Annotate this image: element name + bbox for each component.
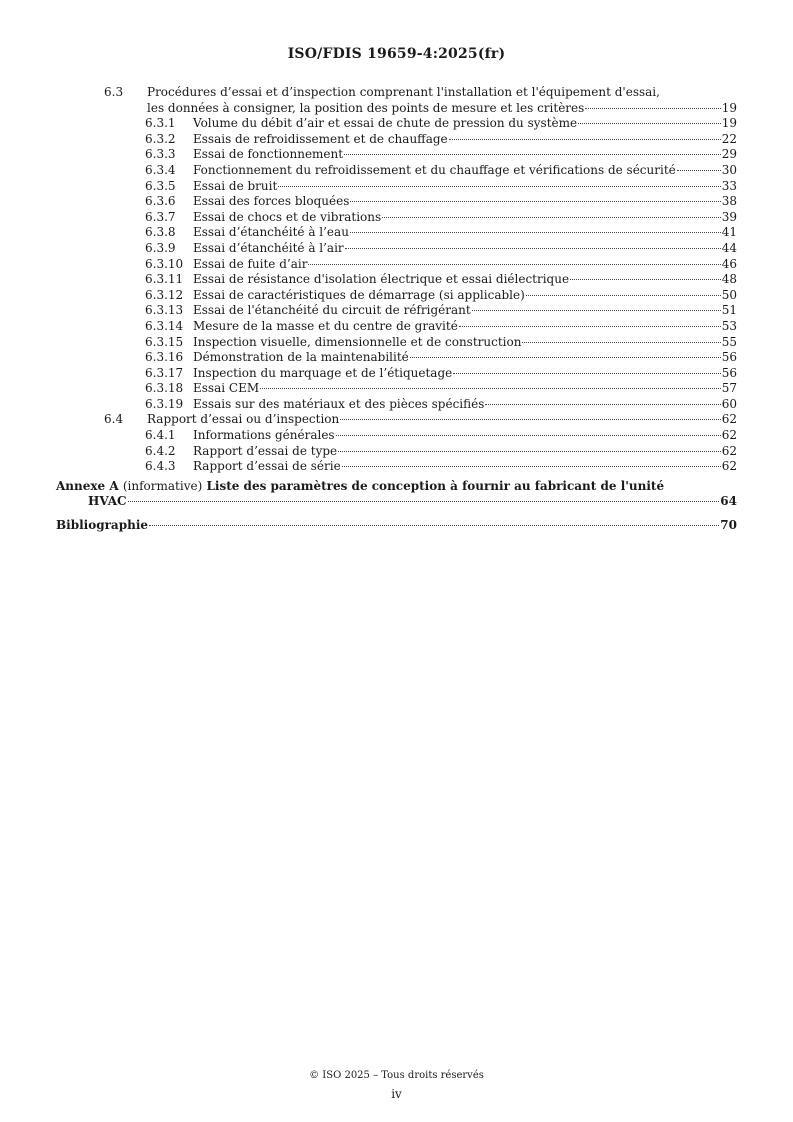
toc-title: Inspection visuelle, dimensionnelle et de construction xyxy=(193,334,522,349)
toc-page: 62 xyxy=(721,443,737,458)
toc-number: 6.3 xyxy=(104,85,124,99)
toc-title: Rapport d’essai de type xyxy=(193,443,338,458)
toc-title: Essai de chocs et de vibrations xyxy=(193,209,382,224)
toc-entry[interactable] xyxy=(0,381,793,397)
toc-page: 50 xyxy=(721,287,737,302)
dot-leader xyxy=(342,466,721,467)
toc-entry[interactable] xyxy=(0,116,793,132)
annexe-label: Annexe A xyxy=(56,478,119,493)
dot-leader xyxy=(149,525,719,526)
toc-page: 62 xyxy=(721,412,737,427)
dot-leader xyxy=(308,264,720,265)
toc-entry[interactable] xyxy=(0,397,793,413)
toc-entry[interactable] xyxy=(0,132,793,148)
toc-title: Essai des forces bloquées xyxy=(193,194,350,209)
toc-entry[interactable] xyxy=(0,210,793,226)
dot-leader xyxy=(526,295,721,296)
toc-number: 6.3.4 xyxy=(145,162,176,177)
toc-entry[interactable] xyxy=(0,319,793,335)
toc-entry[interactable] xyxy=(0,163,793,179)
toc-page: 56 xyxy=(721,350,737,365)
toc-number: 6.4.2 xyxy=(145,443,176,458)
toc-number: 6.3.5 xyxy=(145,178,176,193)
toc-title: Essais de refroidissement et de chauffage xyxy=(193,131,448,146)
toc-page: 53 xyxy=(721,318,737,333)
toc-number: 6.3.8 xyxy=(145,225,176,240)
dot-leader xyxy=(345,248,721,249)
dot-leader xyxy=(449,139,721,140)
toc-page: 55 xyxy=(721,334,737,349)
dot-leader xyxy=(459,326,721,327)
toc-title: Démonstration de la maintenabilité xyxy=(193,350,409,365)
toc-title-line1: Procédures d’essai et d’inspection comprenant l'installation et l'équipement d'essai, xyxy=(147,85,660,99)
toc-number: 6.3.2 xyxy=(145,131,176,146)
dot-leader xyxy=(472,310,721,311)
dot-leader xyxy=(585,108,720,109)
toc-title: Inspection du marquage et de l’étiquetage xyxy=(193,365,453,380)
toc-title: Essai d’étanchéité à l’air xyxy=(193,240,344,255)
toc-title: Rapport d’essai ou d’inspection xyxy=(147,412,340,427)
dot-leader xyxy=(260,388,721,389)
toc-title: Essais sur des matériaux et des pièces spécifiés xyxy=(193,396,485,411)
toc-number: 6.3.19 xyxy=(145,396,184,411)
toc-page: 70 xyxy=(720,518,737,533)
annexe-title-line2: HVAC xyxy=(88,494,127,509)
toc-entry-6-4[interactable] xyxy=(0,412,793,428)
toc-page: 29 xyxy=(721,147,737,162)
toc-page: 57 xyxy=(721,381,737,396)
toc-entry-bibliographie[interactable] xyxy=(0,518,793,534)
toc-entry[interactable] xyxy=(0,272,793,288)
page-number: iv xyxy=(391,1087,402,1101)
toc-entry[interactable] xyxy=(0,241,793,257)
toc-page: 41 xyxy=(721,225,737,240)
toc-page: 19 xyxy=(721,100,737,115)
toc-page: 62 xyxy=(721,428,737,443)
toc-entry-annexe-a-cont[interactable] xyxy=(0,494,793,510)
toc-entry[interactable] xyxy=(0,303,793,319)
toc-entry-annexe-a[interactable] xyxy=(0,479,793,495)
toc-entry[interactable] xyxy=(0,350,793,366)
toc-number: 6.3.14 xyxy=(145,318,184,333)
toc-entry[interactable] xyxy=(0,257,793,273)
dot-leader xyxy=(338,451,721,452)
toc-number: 6.4 xyxy=(104,412,124,427)
toc-entry[interactable] xyxy=(0,225,793,241)
toc-page: 33 xyxy=(721,178,737,193)
toc-entry-6-3-cont[interactable] xyxy=(0,101,793,117)
toc-group-6-3 xyxy=(0,116,793,412)
toc-page: 64 xyxy=(720,494,737,509)
table-of-contents xyxy=(0,85,793,534)
dot-leader xyxy=(350,232,721,233)
toc-title: Mesure de la masse et du centre de gravité xyxy=(193,318,458,333)
toc-title: Informations générales xyxy=(193,428,335,443)
toc-number: 6.3.7 xyxy=(145,209,176,224)
dot-leader xyxy=(410,357,721,358)
dot-leader xyxy=(340,419,720,420)
toc-entry[interactable] xyxy=(0,428,793,444)
toc-number: 6.3.17 xyxy=(145,365,184,380)
toc-entry[interactable] xyxy=(0,335,793,351)
toc-title: Essai de caractéristiques de démarrage (si applicable) xyxy=(193,287,525,302)
toc-number: 6.3.9 xyxy=(145,240,176,255)
toc-title: Fonctionnement du refroidissement et du chauffage et vérifications de sécurité xyxy=(193,162,676,177)
toc-page: 62 xyxy=(721,459,737,474)
toc-page: 38 xyxy=(721,194,737,209)
toc-entry[interactable] xyxy=(0,444,793,460)
toc-page: 46 xyxy=(721,256,737,271)
toc-page: 44 xyxy=(721,240,737,255)
toc-page: 22 xyxy=(721,131,737,146)
toc-title: Bibliographie xyxy=(56,518,149,533)
toc-title: Essai de résistance d'isolation électrique et essai diélectrique xyxy=(193,272,570,287)
dot-leader xyxy=(570,279,721,280)
dot-leader xyxy=(278,186,720,187)
toc-page: 30 xyxy=(721,162,737,177)
toc-title: Volume du débit d’air et essai de chute de pression du système xyxy=(193,116,578,131)
toc-page: 60 xyxy=(721,396,737,411)
toc-page: 51 xyxy=(721,303,737,318)
toc-number: 6.3.16 xyxy=(145,350,184,365)
toc-entry[interactable] xyxy=(0,147,793,163)
annexe-type: (informative) xyxy=(122,478,203,493)
toc-entry[interactable] xyxy=(0,366,793,382)
dot-leader xyxy=(350,201,720,202)
dot-leader xyxy=(128,501,720,502)
toc-number: 6.3.18 xyxy=(145,381,184,396)
toc-entry[interactable] xyxy=(0,179,793,195)
dot-leader xyxy=(344,154,721,155)
toc-title: Essai de l'étanchéité du circuit de réfrigérant xyxy=(193,303,471,318)
dot-leader xyxy=(336,435,721,436)
dot-leader xyxy=(677,170,721,171)
dot-leader xyxy=(578,123,721,124)
toc-group-6-4 xyxy=(0,428,793,475)
dot-leader xyxy=(485,404,720,405)
document-header: ISO/FDIS 19659-4:2025(fr) xyxy=(287,46,506,62)
toc-title: Essai d’étanchéité à l’eau xyxy=(193,225,349,240)
toc-number: 6.3.12 xyxy=(145,287,184,302)
toc-title: Rapport d’essai de série xyxy=(193,459,341,474)
toc-number: 6.3.6 xyxy=(145,194,176,209)
toc-number: 6.4.1 xyxy=(145,428,176,443)
toc-entry[interactable] xyxy=(0,194,793,210)
toc-title-line2: les données à consigner, la position des points de mesure et les critères xyxy=(147,100,585,115)
toc-title: Essai de fonctionnement xyxy=(193,147,344,162)
toc-page: 39 xyxy=(721,209,737,224)
toc-number: 6.3.10 xyxy=(145,256,184,271)
dot-leader xyxy=(453,373,720,374)
toc-number: 6.3.11 xyxy=(145,272,184,287)
annexe-title-line1: Liste des paramètres de conception à fournir au fabricant de l'unité xyxy=(206,478,665,493)
toc-title: Essai de fuite d’air xyxy=(193,256,308,271)
copyright-footer: © ISO 2025 – Tous droits réservés xyxy=(309,1070,484,1081)
toc-entry-6-3[interactable] xyxy=(0,85,793,101)
toc-page: 19 xyxy=(721,116,737,131)
toc-entry[interactable] xyxy=(0,288,793,304)
dot-leader xyxy=(522,342,720,343)
toc-number: 6.3.1 xyxy=(145,116,176,131)
toc-page: 48 xyxy=(721,272,737,287)
toc-entry[interactable] xyxy=(0,459,793,475)
toc-number: 6.4.3 xyxy=(145,459,176,474)
toc-title: Essai CEM xyxy=(193,381,260,396)
toc-title: Essai de bruit xyxy=(193,178,278,193)
dot-leader xyxy=(382,217,721,218)
toc-number: 6.3.15 xyxy=(145,334,184,349)
toc-page: 56 xyxy=(721,365,737,380)
toc-number: 6.3.13 xyxy=(145,303,184,318)
toc-number: 6.3.3 xyxy=(145,147,176,162)
